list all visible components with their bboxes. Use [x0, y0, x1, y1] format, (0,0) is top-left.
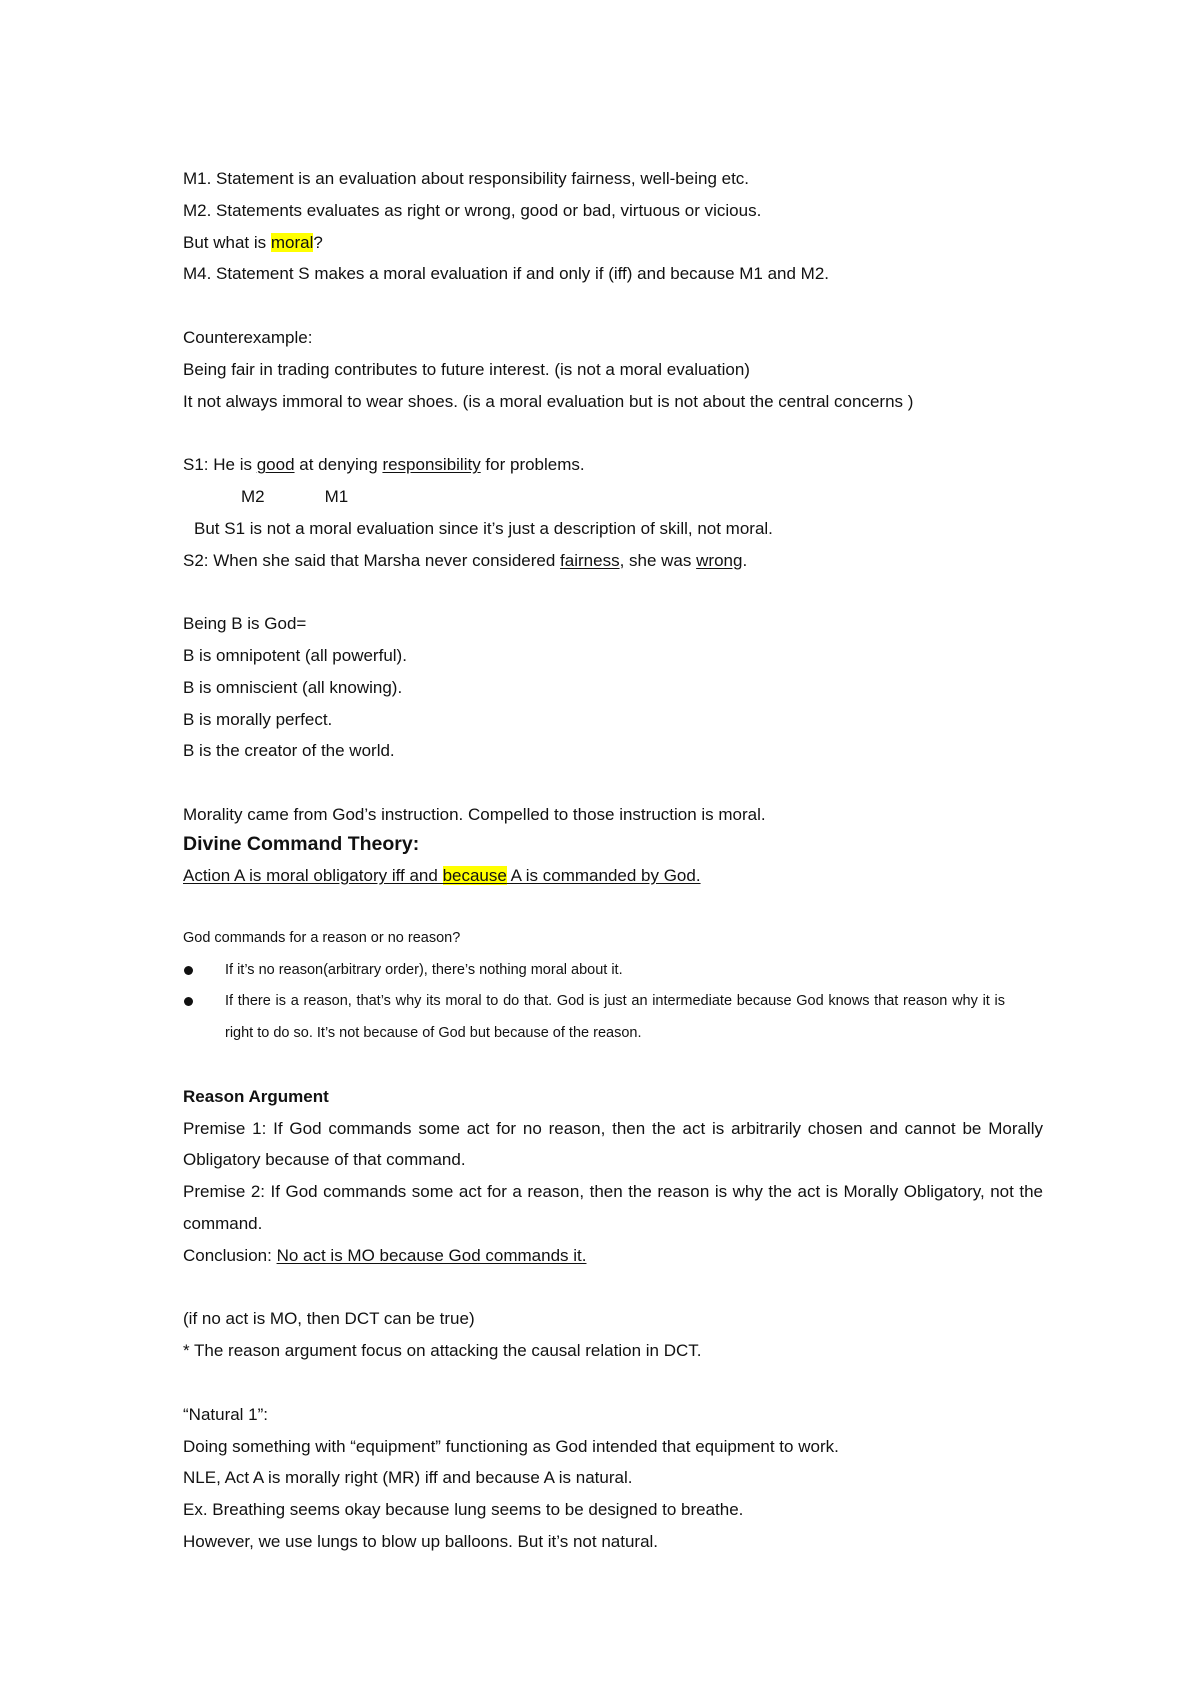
natural-title: “Natural 1”: — [183, 1404, 269, 1424]
dct-question: God commands for a reason or no reason? — [183, 930, 461, 947]
dct-definition: Action A is moral obligatory iff and because A is commanded by God. — [183, 865, 701, 885]
god-title: Being B is God= — [183, 614, 307, 634]
god-attr-2: B is omniscient (all knowing). — [183, 677, 403, 697]
s1-line: S1: He is good at denying responsibility for problems. — [183, 455, 585, 475]
reason-heading: Reason Argument — [183, 1086, 329, 1106]
counterexample-2: It not always immoral to wear shoes. (is a moral evaluation but is not about the central concerns ) — [183, 391, 914, 411]
moral-question-post: ? — [313, 232, 323, 252]
counterexample-title: Counterexample: — [183, 327, 313, 347]
bullet-icon — [184, 997, 193, 1006]
dct-heading: Divine Command Theory: — [183, 832, 420, 855]
moral-question-pre: But what is — [183, 232, 271, 252]
s2-line: S2: When she said that Marsha never considered fairness, she was wrong. — [183, 550, 748, 570]
god-attr-4: B is the creator of the world. — [183, 741, 395, 761]
natural-line-1: Doing something with “equipment” functioning as God intended that equipment to work. — [183, 1436, 839, 1456]
label-m2: M2 — [241, 486, 265, 506]
list-item: If it’s no reason(arbitrary order), there’s nothing moral about it. — [183, 955, 1043, 987]
morality-line: Morality came from God’s instruction. Compelled to those instruction is moral. — [183, 804, 766, 824]
s1-note: But S1 is not a moral evaluation since it’s just a description of skill, not moral. — [194, 518, 773, 538]
list-item: If there is a reason, that’s why its moral to do that. God is just an intermediate because God knows that reason why it is right to do so. It’s not because of God but because of the reason. — [183, 986, 1043, 1049]
highlight-moral: moral — [270, 232, 314, 252]
underline-fairness: fairness — [560, 550, 620, 570]
conclusion: Conclusion: No act is MO because God commands it. — [183, 1245, 587, 1265]
underline-wrong: wrong — [696, 550, 743, 570]
underline-conclusion: No act is MO because God commands it. — [276, 1245, 587, 1265]
highlight-because: because — [442, 865, 507, 885]
underline-good: good — [256, 455, 295, 475]
m4-line: M4. Statement S makes a moral evaluation if and only if (iff) and because M1 and M2. — [183, 264, 830, 284]
premise-1: Premise 1: If God commands some act for no reason, then the act is arbitrarily chosen and cannot be Morally Obligatory because of that command. — [183, 1118, 1043, 1170]
premise-2: Premise 2: If God commands some act for a reason, then the reason is why the act is Morally Obligatory, not the command. — [183, 1182, 1043, 1234]
m1-line: M1. Statement is an evaluation about responsibility fairness, well-being etc. — [183, 169, 750, 188]
natural-line-2: NLE, Act A is morally right (MR) iff and because A is natural. — [183, 1468, 633, 1488]
s1-labels — [183, 481, 1043, 513]
counterexample-1: Being fair in trading contributes to future interest. (is not a moral evaluation) — [183, 359, 750, 379]
document-body — [183, 163, 1043, 1558]
god-attr-1: B is omnipotent (all powerful). — [183, 645, 407, 665]
m2-line: M2. Statements evaluates as right or wrong, good or bad, virtuous or vicious. — [183, 200, 762, 220]
label-m1: M1 — [324, 486, 349, 506]
natural-line-4: However, we use lungs to blow up balloons. But it’s not natural. — [183, 1531, 659, 1551]
reason-note-2: * The reason argument focus on attacking the causal relation in DCT. — [183, 1341, 702, 1361]
underline-responsibility: responsibility — [382, 455, 481, 475]
reason-note-1: (if no act is MO, then DCT can be true) — [183, 1309, 475, 1329]
moral-question-line — [183, 227, 1043, 259]
natural-line-3: Ex. Breathing seems okay because lung seems to be designed to breathe. — [183, 1500, 744, 1520]
bullet-icon — [184, 966, 193, 975]
god-attr-3: B is morally perfect. — [183, 709, 333, 729]
